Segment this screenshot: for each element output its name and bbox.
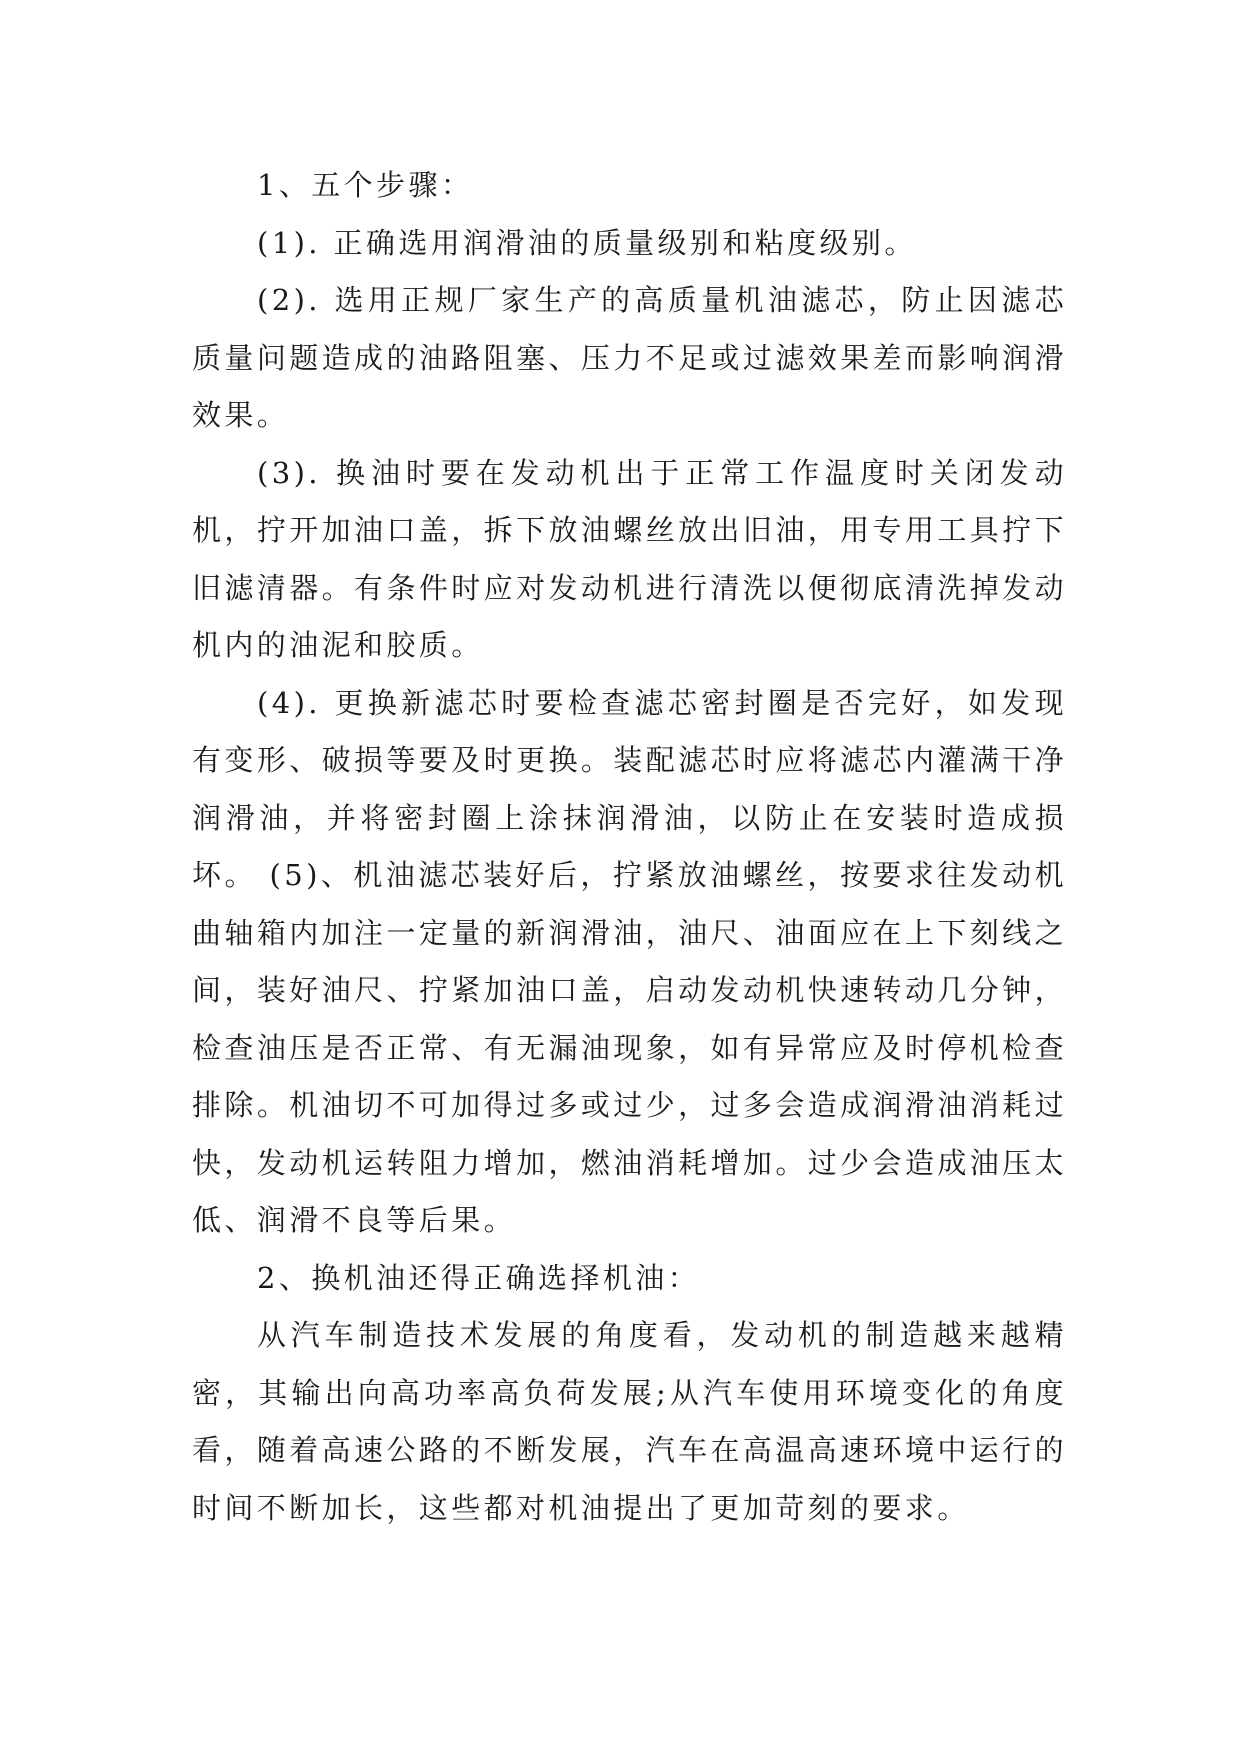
body-paragraph: 从汽车制造技术发展的角度看，发动机的制造越来越精密，其输出向高功率高负荷发展;从汽车使用环境变化的角度看，随着高速公路的不断发展，汽车在高温高速环境中运行的时间不断加长，这些都对机油提出了更加苛刻的要求。 [192, 1318, 1067, 1525]
step-4-5-paragraph: (4). 更换新滤芯时要检查滤芯密封圈是否完好，如发现有变形、破损等要及时更换。装配滤芯时应将滤芯内灌满干净润滑油，并将密封圈上涂抹润滑油，以防止在安装时造成损坏。 (5)、机油滤芯装好后，拧紧放油螺丝，按要求往发动机曲轴箱内加注一定量的新润滑油，油尺、油面应在上下刻线之间，装好油尺、拧紧加油口盖，启动发动机快速转动几分钟，检查油压是否正常、有无漏油现象，如有异常应及时停机检查排除。机油切不可加得过多或过少，过多会造成润滑油消耗过快，发动机运转阻力增加，燃油消耗增加。过少会造成油压太低、润滑不良等后果。 [192, 685, 1067, 1237]
step-1-paragraph: (1). 正确选用润滑油的质量级别和粘度级别。 [257, 225, 917, 260]
step-3-paragraph: (3). 换油时要在发动机出于正常工作温度时关闭发动机，拧开加油口盖，拆下放油螺丝放出旧油，用专用工具拧下旧滤清器。有条件时应对发动机进行清洗以便彻底清洗掉发动机内的油泥和胶质。 [192, 455, 1067, 662]
section-heading-steps: 1、五个步骤： [257, 168, 474, 202]
section-heading-oil-choice: 2、换机油还得正确选择机油： [257, 1260, 701, 1295]
document-body [192, 157, 1067, 1537]
step-2-paragraph: (2). 选用正规厂家生产的高质量机油滤芯，防止因滤芯质量问题造成的油路阻塞、压力不足或过滤效果差而影响润滑效果。 [192, 283, 1067, 432]
